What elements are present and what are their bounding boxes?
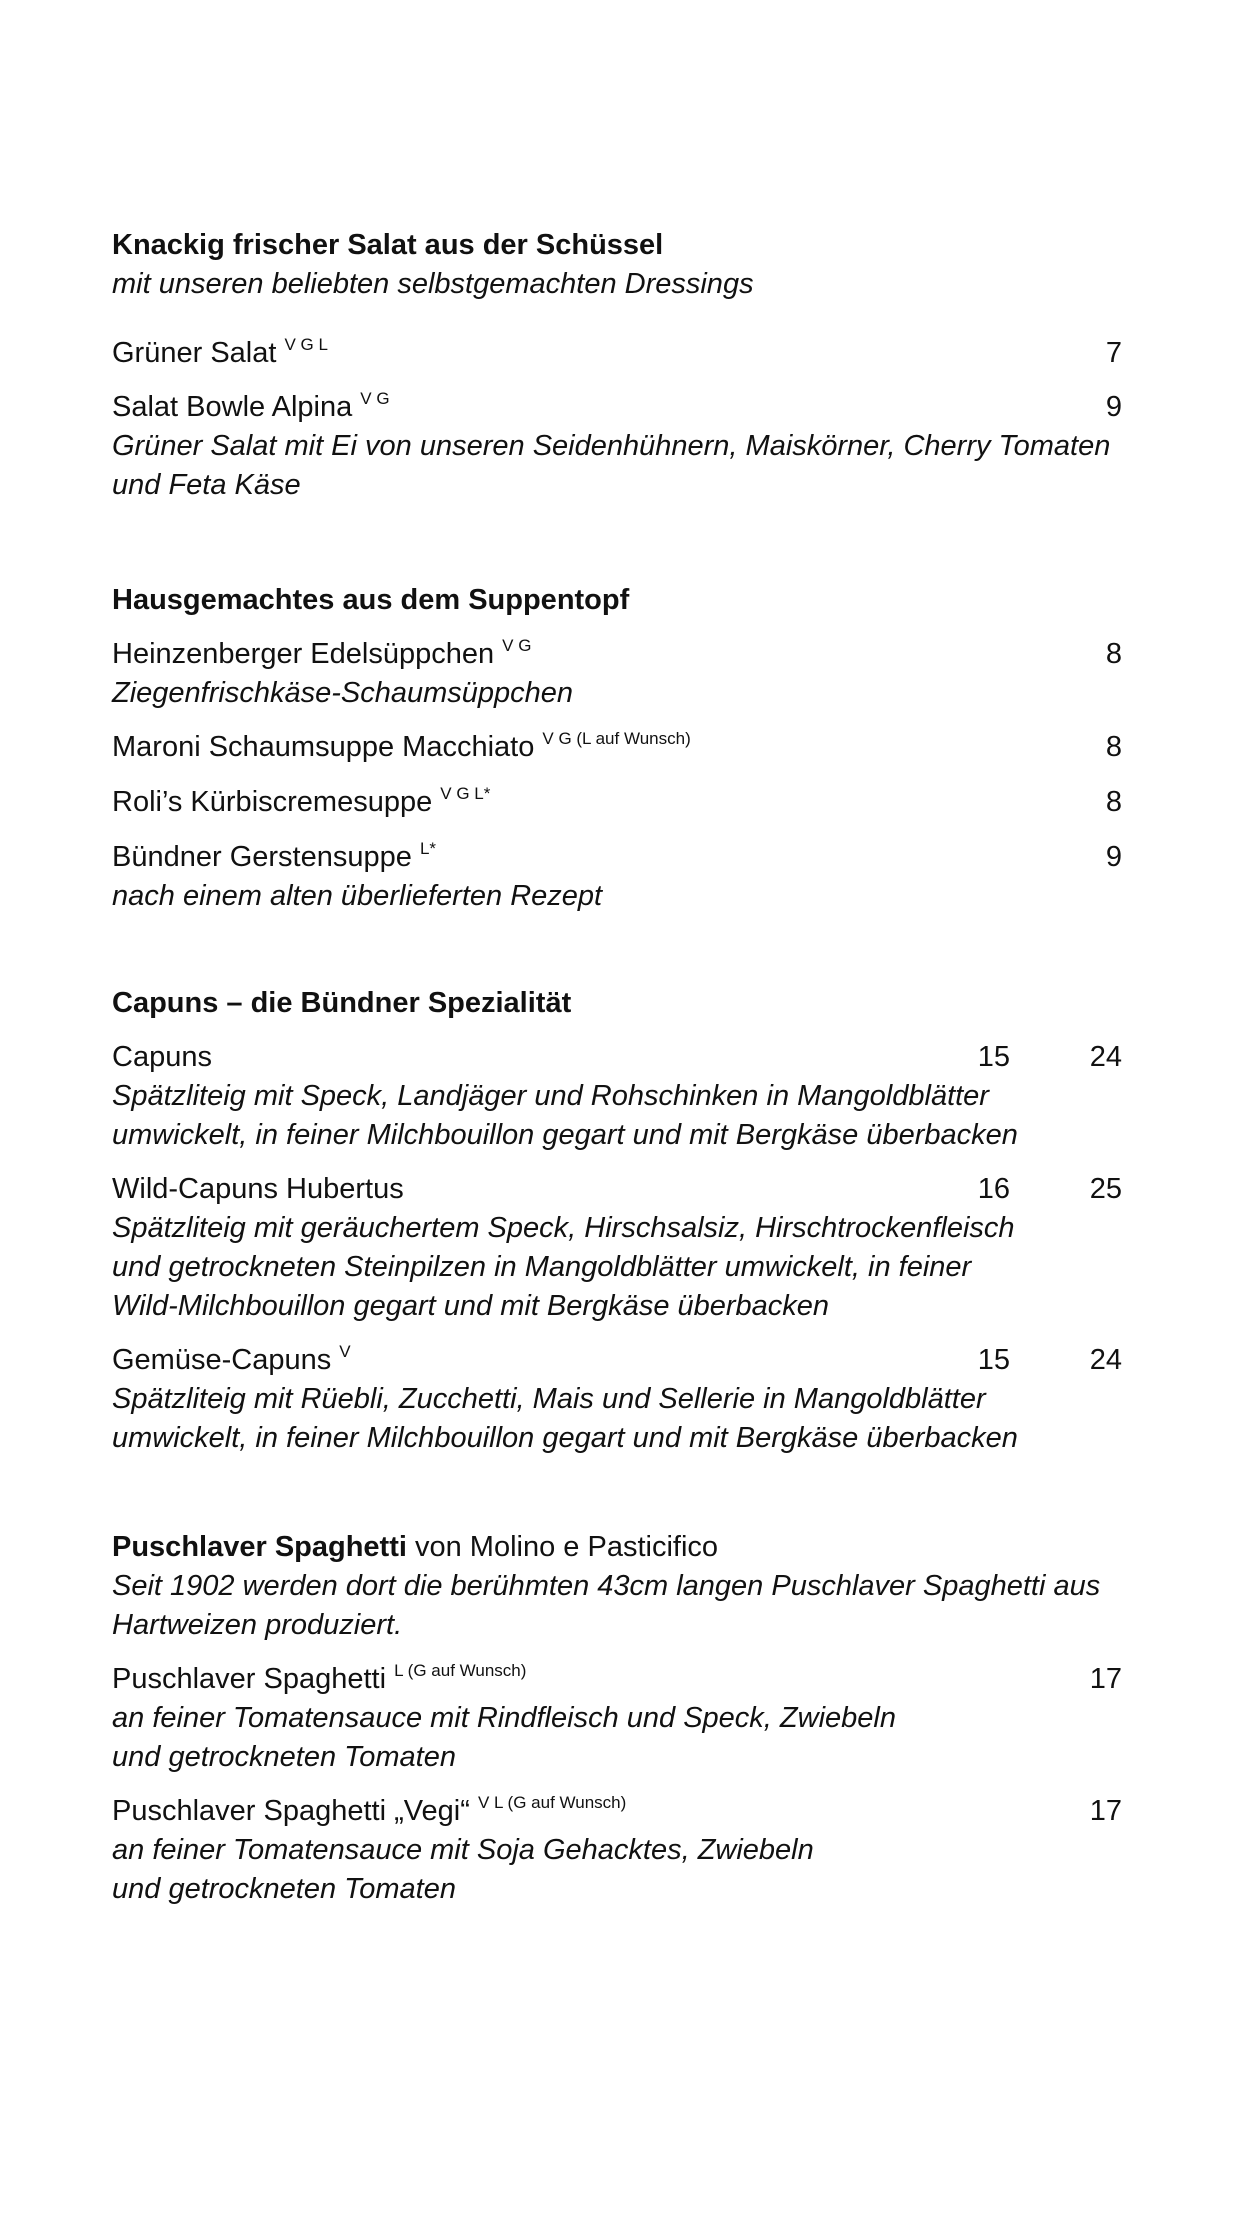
item-description: nach einem alten überlieferten Rezept [112,880,603,912]
menu-item [112,728,1122,767]
item-price-small: 15 [977,1041,1010,1073]
section-intro: mit unseren beliebten selbstgemachten Dressings [112,268,754,300]
menu-item [112,1660,1122,1777]
item-price-large: 25 [1089,1173,1122,1205]
section-capuns [112,984,1122,1458]
section-title [112,1528,1122,1567]
section-title-suffix: von Molino e Pasticifico [406,1531,719,1563]
item-price-large: 24 [1089,1344,1122,1376]
menu-item [112,334,1122,373]
item-price: 8 [1105,638,1122,670]
item-description: an feiner Tomatensauce mit Rindfleisch und Speck, Zwiebeln [112,1702,896,1734]
section-intro: Seit 1902 werden dort die berühmten 43cm langen Puschlaver Spaghetti aus [112,1570,1101,1602]
menu-item [112,1792,1122,1909]
allergen-codes: L* [419,839,437,858]
item-price: 17 [1089,1663,1122,1695]
item-description: Spätzliteig mit Speck, Landjäger und Rohschinken in Mangoldblätter [112,1080,989,1112]
section-spaghetti [112,1528,1122,1909]
item-description: Wild-Milchbouillon gegart und mit Bergkäse überbacken [112,1290,830,1322]
allergen-codes: L (G auf Wunsch) [394,1661,527,1680]
section-salat [112,226,1122,505]
item-description: umwickelt, in feiner Milchbouillon gegart und mit Bergkäse überbacken [112,1422,1018,1454]
section-title-bold: Puschlaver Spaghetti [112,1531,407,1563]
item-price-small: 15 [977,1344,1010,1376]
section-title: Capuns – die Bündner Spezialität [112,987,572,1019]
item-name: Roli’s Kürbiscremesuppe [112,786,433,818]
item-name: Puschlaver Spaghetti [112,1663,387,1695]
item-description: umwickelt, in feiner Milchbouillon gegart und mit Bergkäse überbacken [112,1119,1018,1151]
allergen-codes: V G [360,389,390,408]
item-name: Heinzenberger Edelsüppchen [112,638,495,670]
allergen-codes: V G L* [440,784,491,803]
section-title: Hausgemachtes aus dem Suppentopf [112,584,630,616]
allergen-codes: V [339,1342,351,1361]
item-description: Spätzliteig mit Rüebli, Zucchetti, Mais und Sellerie in Mangoldblätter [112,1383,986,1415]
item-price: 8 [1105,786,1122,818]
item-description: und getrockneten Tomaten [112,1741,456,1773]
item-name: Bündner Gerstensuppe [112,841,412,873]
item-description: an feiner Tomatensauce mit Soja Gehacktes, Zwiebeln [112,1834,814,1866]
item-description: Grüner Salat mit Ei von unseren Seidenhühnern, Maiskörner, Cherry Tomaten [112,430,1111,462]
item-price-large: 24 [1089,1041,1122,1073]
item-price: 7 [1105,337,1122,369]
item-description: Ziegenfrischkäse-Schaumsüppchen [112,677,574,709]
item-price: 9 [1105,841,1122,873]
item-description: und getrockneten Steinpilzen in Mangoldblätter umwickelt, in feiner [112,1251,972,1283]
menu-item [112,1038,1122,1155]
item-price: 17 [1089,1795,1122,1827]
section-intro: Hartweizen produziert. [112,1609,403,1641]
item-name: Grüner Salat [112,337,277,369]
menu-item [112,388,1122,505]
allergen-codes: V G (L auf Wunsch) [542,729,691,748]
item-name: Capuns [112,1041,212,1073]
item-price-small: 16 [977,1173,1010,1205]
menu-item [112,1341,1122,1458]
item-name: Puschlaver Spaghetti „Vegi“ [112,1795,470,1827]
menu-item [112,838,1122,916]
item-description: und Feta Käse [112,469,301,501]
item-price: 8 [1105,731,1122,763]
section-suppen [112,581,1122,916]
section-title: Knackig frischer Salat aus der Schüssel [112,229,664,261]
menu-item [112,635,1122,713]
allergen-codes: V L (G auf Wunsch) [477,1793,627,1812]
item-description: und getrockneten Tomaten [112,1873,456,1905]
allergen-codes: V G [502,636,532,655]
item-name: Maroni Schaumsuppe Macchiato [112,731,535,763]
item-price: 9 [1105,391,1122,423]
menu-item [112,783,1122,822]
item-description: Spätzliteig mit geräuchertem Speck, Hirschsalsiz, Hirschtrockenfleisch [112,1212,1015,1244]
item-name: Salat Bowle Alpina [112,391,353,423]
item-name: Wild-Capuns Hubertus [112,1173,404,1205]
item-name: Gemüse-Capuns [112,1344,332,1376]
menu-item [112,1170,1122,1326]
allergen-codes: V G L [284,335,328,354]
